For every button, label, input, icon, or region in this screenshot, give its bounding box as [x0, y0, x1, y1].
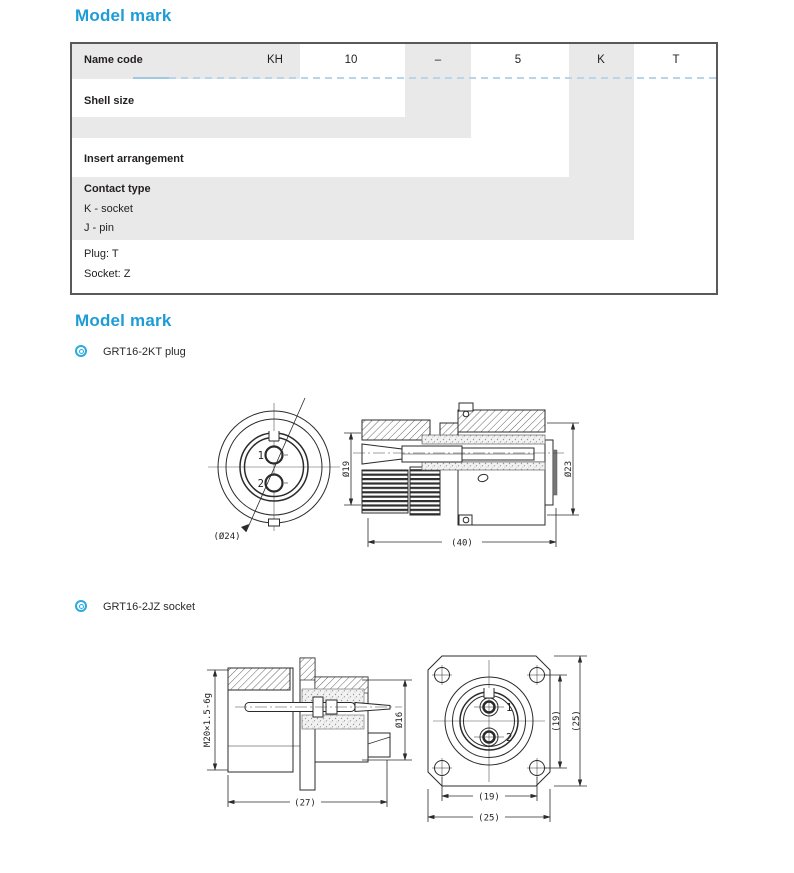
page-title: Model mark [75, 6, 172, 25]
table-step-shade [72, 117, 471, 138]
row-label-contact-type: Contact type [84, 183, 151, 195]
plug-dim-dia19-group [341, 433, 361, 505]
list-bullet-icon [75, 600, 87, 612]
contact-type-socket: K - socket [84, 203, 133, 215]
socket-dim-dia16: Ø16 [395, 711, 405, 729]
variant-socket: Socket: Z [84, 268, 131, 280]
model-mark-table [70, 42, 718, 295]
list-bullet-icon [75, 345, 87, 357]
row-label-name-code: Name code [84, 54, 143, 66]
socket-dim-thread-group [203, 670, 230, 770]
plug-dim-dia23: Ø23 [564, 460, 574, 478]
row-label-shell-size: Shell size [84, 95, 135, 107]
socket-contact-1-label: 1 [506, 702, 513, 714]
code-shell-prefix: KH [267, 54, 283, 66]
code-variant: T [672, 54, 680, 66]
socket-item-label: GRT16-2JZ socket [103, 601, 196, 613]
code-shell-size: 10 [344, 54, 358, 66]
section-title: Model mark [75, 311, 172, 330]
code-insert: 5 [514, 54, 522, 66]
plug-dim-length40: (40) [451, 538, 473, 549]
plug-dim-dia19: Ø19 [342, 460, 352, 478]
plug-drawing [190, 390, 590, 555]
socket-side-view [228, 658, 402, 790]
socket-dim-thread: M20×1.5-6g [203, 692, 213, 748]
table-step-shade [72, 177, 634, 240]
plug-front-view [208, 398, 340, 542]
dashed-divider-start [133, 77, 169, 79]
plug-dim-dia24: (Ø24) [213, 532, 241, 542]
socket-dim-h25: (25) [478, 813, 500, 824]
dashed-divider [169, 77, 716, 79]
socket-dim-length27: (27) [294, 798, 316, 809]
plug-contact-2-label: 2 [257, 478, 264, 490]
socket-dim-h19: (19) [478, 792, 500, 803]
plug-side-view [353, 403, 564, 525]
row-label-insert: Insert arrangement [84, 153, 184, 165]
contact-type-pin: J - pin [84, 222, 114, 234]
socket-drawing [190, 645, 600, 830]
socket-front-view [428, 656, 550, 786]
code-contact: K [597, 54, 605, 66]
variant-plug: Plug: T [84, 248, 119, 260]
plug-contact-1-label: 1 [257, 450, 264, 462]
plug-item-label: GRT16-2KT plug [103, 346, 186, 358]
socket-dim-v19: (19) [552, 710, 562, 732]
code-separator: – [434, 54, 442, 66]
socket-dim-v25: (25) [572, 710, 582, 732]
socket-contact-2-label: 2 [506, 732, 513, 744]
